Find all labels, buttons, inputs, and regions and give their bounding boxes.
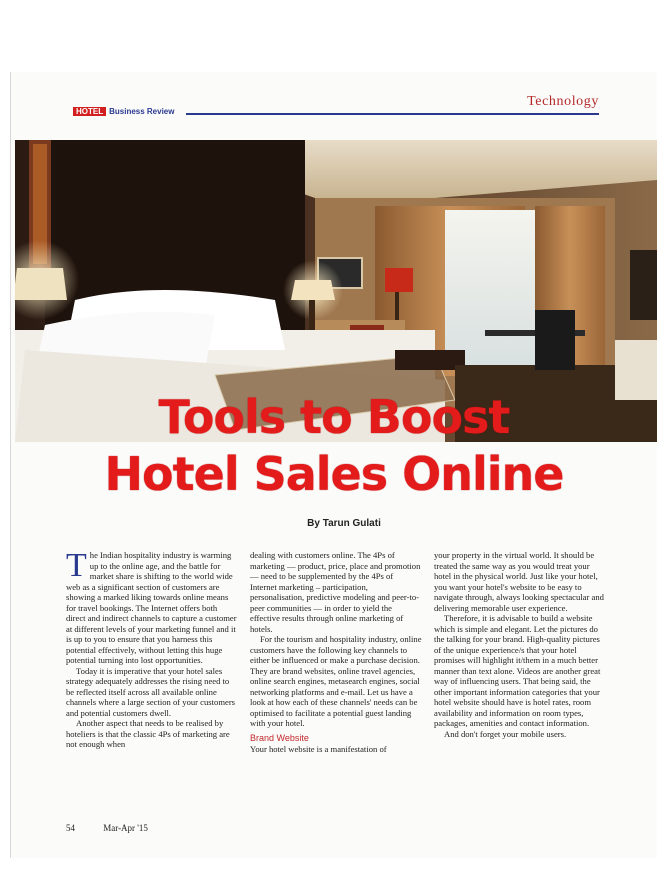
paragraph: Therefore, it is advisable to build a website which is simple and elegant. Let the pictures do the talking for your brand. High-quality pictures of the unique experience/s that your hotel promises will highlight it/them in a much better manner than text alone. Videos are another great way of influencing users. That being said, the other important information categories that your hotel website should have is hotel rates, room availability and information on room types, packages, amenities and contact information. [434, 613, 601, 728]
article-body [66, 547, 606, 810]
masthead-hotel-label: HOTEL [73, 107, 106, 116]
column-2 [250, 550, 422, 810]
byline: By Tarun Gulati [307, 518, 381, 529]
issue-date: Mar-Apr '15 [103, 823, 148, 833]
masthead-rule [186, 113, 599, 115]
paragraph: And don't forget your mobile users. [444, 728, 567, 739]
section-label: Technology [527, 94, 599, 109]
magazine-page [10, 72, 657, 858]
column-3 [434, 550, 606, 810]
masthead-business-review-label: Business Review [109, 106, 175, 116]
paragraph: Another aspect that needs to be realised by hoteliers is that the classic 4Ps of marketing are not enough when [66, 718, 230, 749]
column-1 [66, 547, 238, 810]
paragraph: Today it is imperative that your hotel sales strategy adequately addresses the rising need to be reflected itself across all available online channels where a large section of your customers and potential customers dwell. [66, 665, 236, 718]
paragraph: Your hotel website is a manifestation of [250, 743, 387, 754]
headline-line-1: Tools to Boost [158, 390, 510, 444]
paragraph: For the tourism and hospitality industry, online customers have the following key channels to either be influenced or make a purchase decision. They are brand websites, online travel agencies, online search engines, metasearch engines, social networking platforms and e-mail. Let us have a look at how each of these channels' needs can be optimised to facilitate a potential guest landing with your hotel. [250, 634, 422, 728]
paragraph [66, 547, 238, 666]
masthead-logo [73, 106, 174, 116]
paragraph: your property in the virtual world. It should be treated the same way as you would treat your hotel in the physical world. Just like your hotel, you want your hotel's website to be easy to navigate through, always looking spectacular and delivering memorable user experience. [434, 550, 604, 613]
headline-line-2: Hotel Sales Online [104, 447, 564, 501]
drop-cap: T [66, 547, 87, 584]
paragraph: dealing with customers online. The 4Ps of marketing — product, price, place and promotion — need to be supplemented by the 4Ps of Internet marketing – participation, personalisation, predictive modeling and peer-to-peer communities — in order to yield the effective results through online marketing of hotels. [250, 550, 421, 634]
page-number: 54 [66, 823, 75, 833]
subhead-brand-website: Brand Website [250, 732, 309, 743]
paragraph-text: he Indian hospitality industry is warming up to the online age, and the battle for market share is shifting to the world wide web as a significant section of customers are showing a marked liking towards online means for travel bookings. The Internet offers both direct and indirect channels to capture a customer at different levels of your marketing funnel and it is up to you to ensure that you harness this potential effectively, without letting this huge potential turning into lost opportunities. [66, 550, 237, 665]
folio [66, 823, 148, 833]
